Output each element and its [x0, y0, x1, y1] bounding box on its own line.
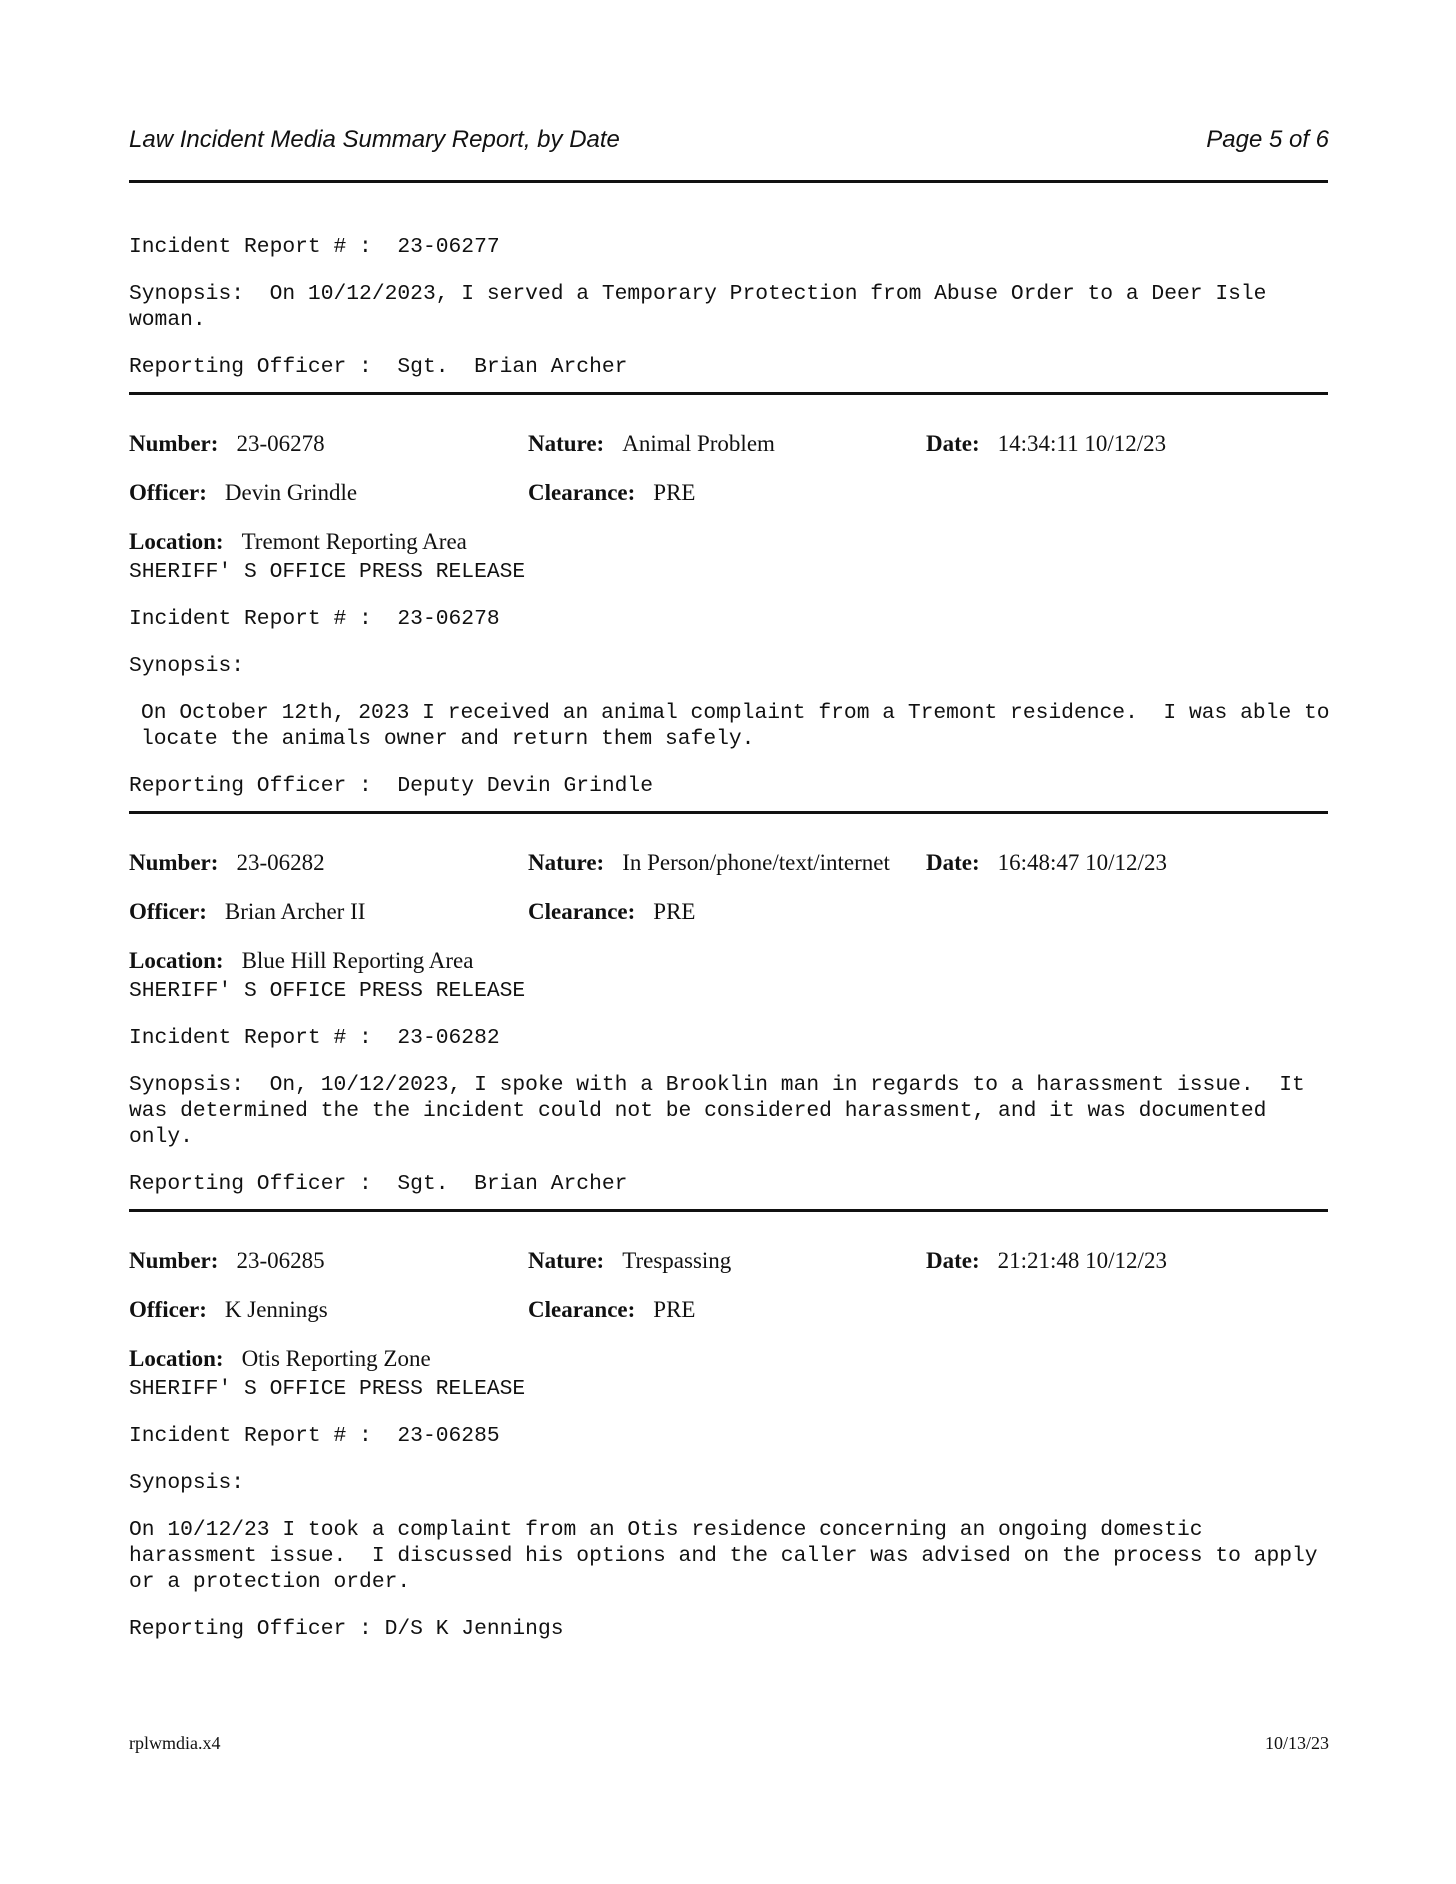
officer-label: Officer:	[129, 1297, 207, 1322]
officer-value: Brian Archer II	[224, 899, 366, 924]
officer-label: Officer:	[129, 480, 207, 505]
nature-field	[528, 1248, 731, 1274]
page-number: Page 5 of 6	[1206, 126, 1329, 153]
number-field	[129, 1248, 325, 1274]
incident-report-number: Incident Report # : 23-06277	[129, 235, 500, 259]
officer-field	[129, 480, 357, 506]
date-value: 14:34:11 10/12/23	[997, 431, 1167, 456]
number-label: Number:	[129, 431, 219, 456]
synopsis-label: Synopsis:	[129, 654, 245, 678]
reporting-officer: Reporting Officer : D/S K Jennings	[129, 1617, 564, 1641]
number-field	[129, 431, 325, 457]
clearance-value: PRE	[653, 1297, 696, 1322]
officer-label: Officer:	[129, 899, 207, 924]
synopsis-text: On 10/12/23 I took a complaint from an Otis residence concerning an ongoing domestic harassment issue. I discussed his options and the caller was advised on the process to apply or a protection order.	[129, 1518, 1331, 1594]
number-label: Number:	[129, 1248, 219, 1273]
press-release-label: SHERIFF' S OFFICE PRESS RELEASE	[129, 979, 526, 1003]
location-field	[129, 948, 473, 974]
number-value: 23-06282	[236, 850, 325, 875]
footer-report-code: rplwmdia.x4	[129, 1733, 221, 1753]
date-field	[926, 431, 1166, 457]
footer-print-date: 10/13/23	[1264, 1733, 1329, 1753]
clearance-value: PRE	[653, 480, 696, 505]
clearance-field	[528, 1297, 695, 1323]
incident-report-number: Incident Report # : 23-06282	[129, 1026, 500, 1050]
number-field	[129, 850, 325, 876]
location-label: Location:	[129, 1346, 224, 1371]
nature-field	[528, 850, 890, 876]
clearance-label: Clearance:	[528, 899, 636, 924]
date-value: 16:48:47 10/12/23	[997, 850, 1167, 875]
nature-value: Animal Problem	[622, 431, 775, 456]
nature-value: In Person/phone/text/internet	[622, 850, 890, 875]
date-field	[926, 850, 1167, 876]
nature-value: Trespassing	[622, 1248, 732, 1273]
entry-divider	[129, 1209, 1328, 1212]
nature-label: Nature:	[528, 850, 605, 875]
location-field	[129, 1346, 431, 1372]
location-value: Blue Hill Reporting Area	[241, 948, 474, 973]
synopsis-label: Synopsis:	[129, 1471, 245, 1495]
press-release-label: SHERIFF' S OFFICE PRESS RELEASE	[129, 560, 526, 584]
reporting-officer: Reporting Officer : Sgt. Brian Archer	[129, 355, 628, 379]
reporting-officer: Reporting Officer : Sgt. Brian Archer	[129, 1172, 628, 1196]
number-label: Number:	[129, 850, 219, 875]
nature-field	[528, 431, 775, 457]
header-rule	[129, 180, 1328, 183]
clearance-value: PRE	[653, 899, 696, 924]
report-title: Law Incident Media Summary Report, by Date	[129, 126, 620, 153]
nature-label: Nature:	[528, 431, 605, 456]
officer-field	[129, 899, 365, 925]
entry-divider	[129, 811, 1328, 814]
clearance-label: Clearance:	[528, 1297, 636, 1322]
clearance-field	[528, 899, 695, 925]
press-release-label: SHERIFF' S OFFICE PRESS RELEASE	[129, 1377, 526, 1401]
location-label: Location:	[129, 948, 224, 973]
location-value: Tremont Reporting Area	[241, 529, 467, 554]
number-value: 23-06278	[236, 431, 325, 456]
location-field	[129, 529, 467, 555]
reporting-officer: Reporting Officer : Deputy Devin Grindle	[129, 774, 653, 798]
clearance-field	[528, 480, 695, 506]
clearance-label: Clearance:	[528, 480, 636, 505]
location-value: Otis Reporting Zone	[241, 1346, 431, 1371]
location-label: Location:	[129, 529, 224, 554]
officer-field	[129, 1297, 328, 1323]
officer-value: K Jennings	[224, 1297, 328, 1322]
date-label: Date:	[926, 431, 980, 456]
incident-report-number: Incident Report # : 23-06285	[129, 1424, 500, 1448]
date-label: Date:	[926, 850, 980, 875]
number-value: 23-06285	[236, 1248, 325, 1273]
officer-value: Devin Grindle	[224, 480, 358, 505]
date-value: 21:21:48 10/12/23	[997, 1248, 1167, 1273]
date-label: Date:	[926, 1248, 980, 1273]
synopsis-text: On October 12th, 2023 I received an animal complaint from a Tremont residence. I was able to locate the animals owner and return them safely.	[141, 701, 1343, 751]
incident-report-number: Incident Report # : 23-06278	[129, 607, 500, 631]
date-field	[926, 1248, 1167, 1274]
entry-divider	[129, 392, 1328, 395]
synopsis-text: Synopsis: On, 10/12/2023, I spoke with a Brooklin man in regards to a harassment issue. It was determined the the incident could not be considered harassment, and it was documented only.	[129, 1073, 1318, 1149]
synopsis-text: Synopsis: On 10/12/2023, I served a Temporary Protection from Abuse Order to a Deer Isle woman.	[129, 282, 1280, 332]
nature-label: Nature:	[528, 1248, 605, 1273]
